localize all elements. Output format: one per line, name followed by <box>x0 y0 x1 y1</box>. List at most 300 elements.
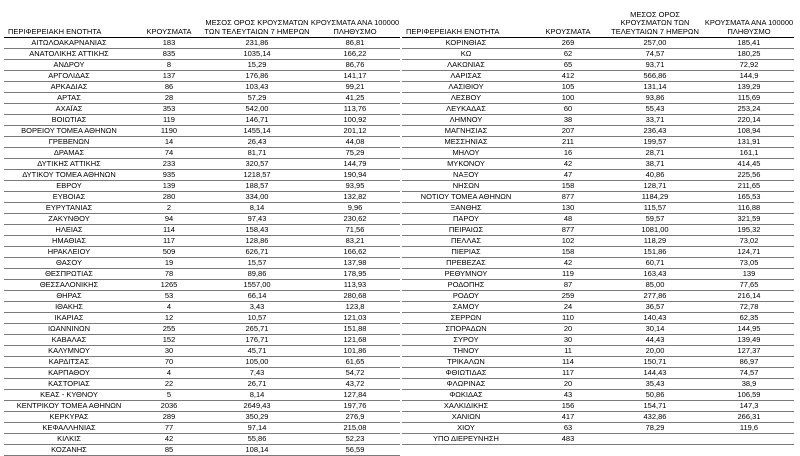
region-cell[interactable]: ΚΑΡΠΑΘΟΥ <box>4 368 134 379</box>
region-cell[interactable]: ΧΑΝΙΩΝ <box>402 412 530 423</box>
avg7-cell[interactable]: 44,43 <box>606 335 704 346</box>
region-cell[interactable]: ΗΜΑΘΙΑΣ <box>4 236 134 247</box>
cases-cell[interactable]: 152 <box>134 335 204 346</box>
region-cell[interactable]: ΚΟΡΙΝΘΙΑΣ <box>402 38 530 49</box>
cases-cell[interactable]: 63 <box>530 423 606 434</box>
avg7-cell[interactable]: 15,29 <box>204 60 310 71</box>
cases-cell[interactable]: 8 <box>134 60 204 71</box>
cases-cell[interactable]: 117 <box>134 236 204 247</box>
per100k-cell[interactable]: 127,37 <box>704 346 794 357</box>
avg7-cell[interactable]: 150,71 <box>606 357 704 368</box>
avg7-cell[interactable]: 8,14 <box>204 203 310 214</box>
avg7-cell[interactable]: 57,29 <box>204 93 310 104</box>
avg7-cell[interactable]: 97,43 <box>204 214 310 225</box>
per100k-cell[interactable]: 77,65 <box>704 280 794 291</box>
avg7-cell[interactable]: 8,14 <box>204 390 310 401</box>
region-cell[interactable]: ΘΕΣΣΑΛΟΝΙΚΗΣ <box>4 280 134 291</box>
avg7-cell[interactable]: 28,71 <box>606 148 704 159</box>
cases-cell[interactable]: 259 <box>530 291 606 302</box>
avg7-cell[interactable]: 1184,29 <box>606 192 704 203</box>
avg7-cell[interactable]: 103,43 <box>204 82 310 93</box>
avg7-cell[interactable]: 199,57 <box>606 137 704 148</box>
avg7-cell[interactable]: 1455,14 <box>204 126 310 137</box>
per100k-cell[interactable]: 41,25 <box>310 93 400 104</box>
avg7-cell[interactable]: 105,00 <box>204 357 310 368</box>
avg7-cell[interactable]: 108,14 <box>204 445 310 456</box>
region-cell[interactable]: ΤΗΝΟΥ <box>402 346 530 357</box>
region-cell[interactable]: ΚΩ <box>402 49 530 60</box>
cases-cell[interactable]: 105 <box>530 82 606 93</box>
region-cell[interactable]: ΚΑΒΑΛΑΣ <box>4 335 134 346</box>
cases-cell[interactable]: 20 <box>530 379 606 390</box>
avg7-cell[interactable]: 128,86 <box>204 236 310 247</box>
avg7-cell[interactable]: 59,57 <box>606 214 704 225</box>
region-cell[interactable]: ΔΥΤΙΚΗΣ ΑΤΤΙΚΗΣ <box>4 159 134 170</box>
per100k-cell[interactable]: 124,71 <box>704 247 794 258</box>
region-cell[interactable]: ΠΕΙΡΑΙΩΣ <box>402 225 530 236</box>
avg7-cell[interactable]: 154,71 <box>606 401 704 412</box>
avg7-cell[interactable]: 20,00 <box>606 346 704 357</box>
cases-cell[interactable]: 19 <box>134 258 204 269</box>
per100k-cell[interactable]: 211,65 <box>704 181 794 192</box>
cases-cell[interactable]: 289 <box>134 412 204 423</box>
per100k-cell[interactable]: 185,41 <box>704 38 794 49</box>
per100k-cell[interactable]: 225,56 <box>704 170 794 181</box>
region-cell[interactable]: ΜΕΣΣΗΝΙΑΣ <box>402 137 530 148</box>
per100k-cell[interactable]: 253,24 <box>704 104 794 115</box>
per100k-cell[interactable]: 139,49 <box>704 335 794 346</box>
region-cell[interactable]: ΙΩΑΝΝΙΝΩΝ <box>4 324 134 335</box>
region-cell[interactable]: ΚΕΑΣ - ΚΥΘΝΟΥ <box>4 390 134 401</box>
avg7-cell[interactable]: 163,43 <box>606 269 704 280</box>
region-cell[interactable]: ΚΙΛΚΙΣ <box>4 434 134 445</box>
region-cell[interactable]: ΜΥΚΟΝΟΥ <box>402 159 530 170</box>
per100k-cell[interactable]: 266,31 <box>704 412 794 423</box>
cases-cell[interactable]: 42 <box>134 434 204 445</box>
avg7-cell[interactable]: 188,57 <box>204 181 310 192</box>
region-cell[interactable]: ΙΘΑΚΗΣ <box>4 302 134 313</box>
per100k-cell[interactable]: 131,91 <box>704 137 794 148</box>
cases-cell[interactable]: 2 <box>134 203 204 214</box>
region-cell[interactable]: ΦΛΩΡΙΝΑΣ <box>402 379 530 390</box>
per100k-cell[interactable]: 220,14 <box>704 115 794 126</box>
avg7-cell[interactable]: 66,14 <box>204 291 310 302</box>
per100k-cell[interactable]: 75,29 <box>310 148 400 159</box>
per100k-cell[interactable]: 54,72 <box>310 368 400 379</box>
cases-cell[interactable]: 255 <box>134 324 204 335</box>
avg7-cell[interactable]: 231,86 <box>204 38 310 49</box>
avg7-cell[interactable]: 97,14 <box>204 423 310 434</box>
cases-cell[interactable]: 24 <box>530 302 606 313</box>
per100k-cell[interactable]: 276,9 <box>310 412 400 423</box>
region-cell[interactable]: ΑΡΤΑΣ <box>4 93 134 104</box>
per100k-cell[interactable]: 108,94 <box>704 126 794 137</box>
avg7-cell[interactable]: 40,86 <box>606 170 704 181</box>
region-cell[interactable]: ΜΑΓΝΗΣΙΑΣ <box>402 126 530 137</box>
per100k-cell[interactable]: 144,95 <box>704 324 794 335</box>
cases-cell[interactable]: 114 <box>530 357 606 368</box>
region-cell[interactable]: ΘΕΣΠΡΩΤΙΑΣ <box>4 269 134 280</box>
avg7-cell[interactable]: 151,86 <box>606 247 704 258</box>
per100k-cell[interactable]: 74,57 <box>704 368 794 379</box>
region-cell[interactable]: ΛΕΣΒΟΥ <box>402 93 530 104</box>
per100k-cell[interactable]: 83,21 <box>310 236 400 247</box>
region-cell[interactable]: ΝΟΤΙΟΥ ΤΟΜΕΑ ΑΘΗΝΩΝ <box>402 192 530 203</box>
region-cell[interactable]: ΝΑΞΟΥ <box>402 170 530 181</box>
region-cell[interactable]: ΔΥΤΙΚΟΥ ΤΟΜΕΑ ΑΘΗΝΩΝ <box>4 170 134 181</box>
region-cell[interactable]: ΛΑΚΩΝΙΑΣ <box>402 60 530 71</box>
avg7-cell[interactable]: 3,43 <box>204 302 310 313</box>
region-cell[interactable]: ΘΑΣΟΥ <box>4 258 134 269</box>
avg7-cell[interactable]: 7,43 <box>204 368 310 379</box>
region-cell[interactable]: ΑΧΑΪΑΣ <box>4 104 134 115</box>
cases-cell[interactable]: 42 <box>530 258 606 269</box>
avg7-cell[interactable]: 2649,43 <box>204 401 310 412</box>
cases-cell[interactable]: 22 <box>134 379 204 390</box>
region-cell[interactable]: ΚΑΣΤΟΡΙΑΣ <box>4 379 134 390</box>
region-cell[interactable]: ΧΑΛΚΙΔΙΚΗΣ <box>402 401 530 412</box>
cases-cell[interactable]: 102 <box>530 236 606 247</box>
region-cell[interactable]: ΔΡΑΜΑΣ <box>4 148 134 159</box>
cases-cell[interactable]: 183 <box>134 38 204 49</box>
region-cell[interactable]: ΡΕΘΥΜΝΟΥ <box>402 269 530 280</box>
cases-cell[interactable]: 94 <box>134 214 204 225</box>
per100k-cell[interactable]: 101,86 <box>310 346 400 357</box>
avg7-cell[interactable]: 1035,14 <box>204 49 310 60</box>
per100k-cell[interactable]: 113,93 <box>310 280 400 291</box>
avg7-cell[interactable]: 265,71 <box>204 324 310 335</box>
avg7-cell[interactable]: 236,43 <box>606 126 704 137</box>
per100k-cell[interactable]: 151,88 <box>310 324 400 335</box>
region-cell[interactable]: ΦΩΚΙΔΑΣ <box>402 390 530 401</box>
cases-cell[interactable]: 877 <box>530 192 606 203</box>
cases-cell[interactable]: 47 <box>530 170 606 181</box>
avg7-cell[interactable]: 144,43 <box>606 368 704 379</box>
cases-cell[interactable]: 43 <box>530 390 606 401</box>
avg7-cell[interactable]: 128,71 <box>606 181 704 192</box>
region-cell[interactable]: ΠΕΛΛΑΣ <box>402 236 530 247</box>
cases-cell[interactable]: 4 <box>134 302 204 313</box>
cases-cell[interactable]: 137 <box>134 71 204 82</box>
per100k-cell[interactable]: 115,69 <box>704 93 794 104</box>
region-cell[interactable]: ΧΙΟΥ <box>402 423 530 434</box>
region-cell[interactable]: ΚΕΦΑΛΛΗΝΙΑΣ <box>4 423 134 434</box>
region-cell[interactable]: ΝΗΣΩΝ <box>402 181 530 192</box>
per100k-cell[interactable]: 86,76 <box>310 60 400 71</box>
per100k-cell[interactable]: 44,08 <box>310 137 400 148</box>
cases-cell[interactable]: 11 <box>530 346 606 357</box>
cases-cell[interactable]: 158 <box>530 181 606 192</box>
cases-cell[interactable]: 269 <box>530 38 606 49</box>
per100k-cell[interactable]: 73,05 <box>704 258 794 269</box>
avg7-cell[interactable]: 277,86 <box>606 291 704 302</box>
cases-cell[interactable]: 119 <box>530 269 606 280</box>
region-cell[interactable]: ΑΙΤΩΛΟΑΚΑΡΝΑΝΙΑΣ <box>4 38 134 49</box>
cases-cell[interactable]: 280 <box>134 192 204 203</box>
per100k-cell[interactable] <box>704 434 794 445</box>
region-cell[interactable]: ΡΟΔΟΠΗΣ <box>402 280 530 291</box>
region-cell[interactable]: ΖΑΚΥΝΘΟΥ <box>4 214 134 225</box>
per100k-cell[interactable]: 144,9 <box>704 71 794 82</box>
per100k-cell[interactable]: 43,72 <box>310 379 400 390</box>
avg7-cell[interactable]: 81,71 <box>204 148 310 159</box>
region-cell[interactable]: ΙΚΑΡΙΑΣ <box>4 313 134 324</box>
cases-cell[interactable]: 130 <box>530 203 606 214</box>
region-cell[interactable]: ΚΕΡΚΥΡΑΣ <box>4 412 134 423</box>
avg7-cell[interactable]: 36,57 <box>606 302 704 313</box>
region-cell[interactable]: ΚΟΖΑΝΗΣ <box>4 445 134 456</box>
per100k-cell[interactable]: 144,79 <box>310 159 400 170</box>
per100k-cell[interactable]: 38,9 <box>704 379 794 390</box>
cases-cell[interactable]: 70 <box>134 357 204 368</box>
avg7-cell[interactable]: 1557,00 <box>204 280 310 291</box>
avg7-cell[interactable]: 115,57 <box>606 203 704 214</box>
region-cell[interactable]: ΛΕΥΚΑΔΑΣ <box>402 104 530 115</box>
cases-cell[interactable]: 60 <box>530 104 606 115</box>
per100k-cell[interactable]: 106,59 <box>704 390 794 401</box>
region-cell[interactable]: ΛΗΜΝΟΥ <box>402 115 530 126</box>
per100k-cell[interactable]: 280,68 <box>310 291 400 302</box>
cases-cell[interactable]: 53 <box>134 291 204 302</box>
per100k-cell[interactable]: 190,94 <box>310 170 400 181</box>
cases-cell[interactable]: 211 <box>530 137 606 148</box>
cases-cell[interactable]: 509 <box>134 247 204 258</box>
cases-cell[interactable]: 207 <box>530 126 606 137</box>
avg7-cell[interactable]: 176,86 <box>204 71 310 82</box>
per100k-cell[interactable]: 165,53 <box>704 192 794 203</box>
avg7-cell[interactable]: 93,86 <box>606 93 704 104</box>
region-cell[interactable]: ΣΑΜΟΥ <box>402 302 530 313</box>
avg7-cell[interactable]: 542,00 <box>204 104 310 115</box>
per100k-cell[interactable]: 166,22 <box>310 49 400 60</box>
per100k-cell[interactable]: 71,56 <box>310 225 400 236</box>
avg7-cell[interactable]: 74,57 <box>606 49 704 60</box>
avg7-cell[interactable]: 566,86 <box>606 71 704 82</box>
avg7-cell[interactable]: 118,29 <box>606 236 704 247</box>
avg7-cell[interactable]: 334,00 <box>204 192 310 203</box>
region-cell[interactable]: ΞΑΝΘΗΣ <box>402 203 530 214</box>
avg7-cell[interactable]: 30,14 <box>606 324 704 335</box>
region-cell[interactable]: ΜΗΛΟΥ <box>402 148 530 159</box>
region-cell[interactable]: ΒΟΡΕΙΟΥ ΤΟΜΕΑ ΑΘΗΝΩΝ <box>4 126 134 137</box>
cases-cell[interactable]: 16 <box>530 148 606 159</box>
per100k-cell[interactable]: 197,76 <box>310 401 400 412</box>
region-cell[interactable]: ΚΑΡΔΙΤΣΑΣ <box>4 357 134 368</box>
region-cell[interactable]: ΕΥΡΥΤΑΝΙΑΣ <box>4 203 134 214</box>
cases-cell[interactable]: 87 <box>530 280 606 291</box>
per100k-cell[interactable]: 73,02 <box>704 236 794 247</box>
region-cell[interactable]: ΠΡΕΒΕΖΑΣ <box>402 258 530 269</box>
avg7-cell[interactable]: 146,71 <box>204 115 310 126</box>
cases-cell[interactable]: 483 <box>530 434 606 445</box>
per100k-cell[interactable]: 123,8 <box>310 302 400 313</box>
per100k-cell[interactable]: 139 <box>704 269 794 280</box>
cases-cell[interactable]: 12 <box>134 313 204 324</box>
per100k-cell[interactable]: 119,6 <box>704 423 794 434</box>
cases-cell[interactable]: 86 <box>134 82 204 93</box>
region-cell[interactable]: ΑΝΑΤΟΛΙΚΗΣ ΑΤΤΙΚΗΣ <box>4 49 134 60</box>
avg7-cell[interactable]: 93,71 <box>606 60 704 71</box>
per100k-cell[interactable]: 99,21 <box>310 82 400 93</box>
region-cell[interactable]: ΚΑΛΥΜΝΟΥ <box>4 346 134 357</box>
cases-cell[interactable]: 935 <box>134 170 204 181</box>
per100k-cell[interactable]: 161,1 <box>704 148 794 159</box>
avg7-cell[interactable] <box>606 434 704 445</box>
avg7-cell[interactable]: 158,43 <box>204 225 310 236</box>
region-cell[interactable]: ΕΥΒΟΙΑΣ <box>4 192 134 203</box>
cases-cell[interactable]: 877 <box>530 225 606 236</box>
region-cell[interactable]: ΤΡΙΚΑΛΩΝ <box>402 357 530 368</box>
region-cell[interactable]: ΑΝΔΡΟΥ <box>4 60 134 71</box>
avg7-cell[interactable]: 350,29 <box>204 412 310 423</box>
cases-cell[interactable]: 77 <box>134 423 204 434</box>
per100k-cell[interactable]: 201,12 <box>310 126 400 137</box>
region-cell[interactable]: ΠΑΡΟΥ <box>402 214 530 225</box>
cases-cell[interactable]: 158 <box>530 247 606 258</box>
per100k-cell[interactable]: 215,08 <box>310 423 400 434</box>
per100k-cell[interactable]: 86,81 <box>310 38 400 49</box>
per100k-cell[interactable]: 127,84 <box>310 390 400 401</box>
cases-cell[interactable]: 114 <box>134 225 204 236</box>
cases-cell[interactable]: 48 <box>530 214 606 225</box>
cases-cell[interactable]: 5 <box>134 390 204 401</box>
avg7-cell[interactable]: 626,71 <box>204 247 310 258</box>
cases-cell[interactable]: 2036 <box>134 401 204 412</box>
per100k-cell[interactable]: 147,3 <box>704 401 794 412</box>
per100k-cell[interactable]: 141,17 <box>310 71 400 82</box>
cases-cell[interactable]: 65 <box>530 60 606 71</box>
region-cell[interactable]: ΚΕΝΤΡΙΚΟΥ ΤΟΜΕΑ ΑΘΗΝΩΝ <box>4 401 134 412</box>
per100k-cell[interactable]: 56,59 <box>310 445 400 456</box>
avg7-cell[interactable]: 45,71 <box>204 346 310 357</box>
cases-cell[interactable]: 38 <box>530 115 606 126</box>
avg7-cell[interactable]: 50,86 <box>606 390 704 401</box>
per100k-cell[interactable]: 121,68 <box>310 335 400 346</box>
cases-cell[interactable]: 28 <box>134 93 204 104</box>
region-cell[interactable]: ΑΡΓΟΛΙΔΑΣ <box>4 71 134 82</box>
avg7-cell[interactable]: 131,14 <box>606 82 704 93</box>
region-cell[interactable]: ΘΗΡΑΣ <box>4 291 134 302</box>
avg7-cell[interactable]: 257,00 <box>606 38 704 49</box>
per100k-cell[interactable]: 139,29 <box>704 82 794 93</box>
avg7-cell[interactable]: 55,43 <box>606 104 704 115</box>
avg7-cell[interactable]: 55,86 <box>204 434 310 445</box>
cases-cell[interactable]: 62 <box>530 49 606 60</box>
cases-cell[interactable]: 20 <box>530 324 606 335</box>
region-cell[interactable]: ΛΑΣΙΘΙΟΥ <box>402 82 530 93</box>
per100k-cell[interactable]: 321,59 <box>704 214 794 225</box>
cases-cell[interactable]: 417 <box>530 412 606 423</box>
avg7-cell[interactable]: 15,57 <box>204 258 310 269</box>
region-cell[interactable]: ΦΘΙΩΤΙΔΑΣ <box>402 368 530 379</box>
cases-cell[interactable]: 1190 <box>134 126 204 137</box>
cases-cell[interactable]: 110 <box>530 313 606 324</box>
cases-cell[interactable]: 74 <box>134 148 204 159</box>
avg7-cell[interactable]: 89,86 <box>204 269 310 280</box>
avg7-cell[interactable]: 78,29 <box>606 423 704 434</box>
avg7-cell[interactable]: 26,43 <box>204 137 310 148</box>
avg7-cell[interactable]: 85,00 <box>606 280 704 291</box>
avg7-cell[interactable]: 26,71 <box>204 379 310 390</box>
per100k-cell[interactable]: 230,62 <box>310 214 400 225</box>
cases-cell[interactable]: 4 <box>134 368 204 379</box>
region-cell[interactable]: ΠΙΕΡΙΑΣ <box>402 247 530 258</box>
region-cell[interactable]: ΥΠΟ ΔΙΕΡΕΥΝΗΣΗ <box>402 434 530 445</box>
per100k-cell[interactable]: 9,96 <box>310 203 400 214</box>
per100k-cell[interactable]: 195,32 <box>704 225 794 236</box>
cases-cell[interactable]: 14 <box>134 137 204 148</box>
cases-cell[interactable]: 117 <box>530 368 606 379</box>
per100k-cell[interactable]: 62,35 <box>704 313 794 324</box>
per100k-cell[interactable]: 72,92 <box>704 60 794 71</box>
region-cell[interactable]: ΗΡΑΚΛΕΙΟΥ <box>4 247 134 258</box>
avg7-cell[interactable]: 1218,57 <box>204 170 310 181</box>
cases-cell[interactable]: 233 <box>134 159 204 170</box>
cases-cell[interactable]: 30 <box>530 335 606 346</box>
avg7-cell[interactable]: 60,71 <box>606 258 704 269</box>
cases-cell[interactable]: 1265 <box>134 280 204 291</box>
avg7-cell[interactable]: 320,57 <box>204 159 310 170</box>
region-cell[interactable]: ΗΛΕΙΑΣ <box>4 225 134 236</box>
cases-cell[interactable]: 85 <box>134 445 204 456</box>
avg7-cell[interactable]: 432,86 <box>606 412 704 423</box>
per100k-cell[interactable]: 52,23 <box>310 434 400 445</box>
avg7-cell[interactable]: 38,71 <box>606 159 704 170</box>
region-cell[interactable]: ΒΟΙΩΤΙΑΣ <box>4 115 134 126</box>
cases-cell[interactable]: 412 <box>530 71 606 82</box>
per100k-cell[interactable]: 116,88 <box>704 203 794 214</box>
per100k-cell[interactable]: 414,45 <box>704 159 794 170</box>
region-cell[interactable]: ΑΡΚΑΔΙΑΣ <box>4 82 134 93</box>
per100k-cell[interactable]: 61,65 <box>310 357 400 368</box>
cases-cell[interactable]: 835 <box>134 49 204 60</box>
region-cell[interactable]: ΣΠΟΡΑΔΩΝ <box>402 324 530 335</box>
per100k-cell[interactable]: 121,03 <box>310 313 400 324</box>
avg7-cell[interactable]: 33,71 <box>606 115 704 126</box>
per100k-cell[interactable]: 178,95 <box>310 269 400 280</box>
region-cell[interactable]: ΛΑΡΙΣΑΣ <box>402 71 530 82</box>
per100k-cell[interactable]: 137,98 <box>310 258 400 269</box>
cases-cell[interactable]: 119 <box>134 115 204 126</box>
per100k-cell[interactable]: 113,76 <box>310 104 400 115</box>
per100k-cell[interactable]: 132,82 <box>310 192 400 203</box>
per100k-cell[interactable]: 100,92 <box>310 115 400 126</box>
avg7-cell[interactable]: 176,71 <box>204 335 310 346</box>
cases-cell[interactable]: 139 <box>134 181 204 192</box>
region-cell[interactable]: ΓΡΕΒΕΝΩΝ <box>4 137 134 148</box>
region-cell[interactable]: ΡΟΔΟΥ <box>402 291 530 302</box>
avg7-cell[interactable]: 140,43 <box>606 313 704 324</box>
cases-cell[interactable]: 78 <box>134 269 204 280</box>
avg7-cell[interactable]: 35,43 <box>606 379 704 390</box>
avg7-cell[interactable]: 1081,00 <box>606 225 704 236</box>
cases-cell[interactable]: 353 <box>134 104 204 115</box>
region-cell[interactable]: ΕΒΡΟΥ <box>4 181 134 192</box>
per100k-cell[interactable]: 166,62 <box>310 247 400 258</box>
per100k-cell[interactable]: 93,95 <box>310 181 400 192</box>
region-cell[interactable]: ΣΕΡΡΩΝ <box>402 313 530 324</box>
cases-cell[interactable]: 100 <box>530 93 606 104</box>
per100k-cell[interactable]: 72,78 <box>704 302 794 313</box>
cases-cell[interactable]: 42 <box>530 159 606 170</box>
region-cell[interactable]: ΣΥΡΟΥ <box>402 335 530 346</box>
per100k-cell[interactable]: 216,14 <box>704 291 794 302</box>
cases-cell[interactable]: 30 <box>134 346 204 357</box>
cases-cell[interactable]: 156 <box>530 401 606 412</box>
avg7-cell[interactable]: 10,57 <box>204 313 310 324</box>
per100k-cell[interactable]: 180,25 <box>704 49 794 60</box>
per100k-cell[interactable]: 86,97 <box>704 357 794 368</box>
